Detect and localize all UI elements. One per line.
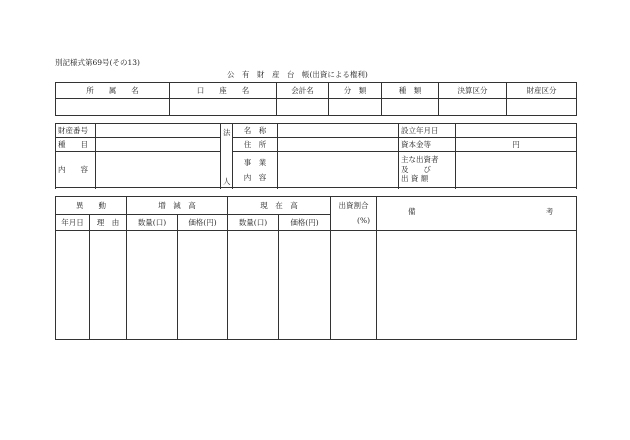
label-established: 設立年月日	[399, 124, 456, 138]
value-type	[96, 138, 221, 152]
label-name: 名 称	[233, 124, 278, 138]
page-title: 公 有 財 産 台 帳(出資による権利)	[227, 70, 368, 79]
property-info-table	[55, 123, 577, 188]
body-ratio	[331, 231, 377, 340]
col-kind: 種 類	[382, 83, 439, 99]
cell-classification	[329, 99, 382, 116]
col-classification: 分 類	[329, 83, 382, 99]
header-date: 年月日	[56, 215, 90, 231]
header-remarks: 備 考	[377, 197, 577, 231]
body-reason	[90, 231, 127, 340]
header-price-incdec: 価格(円)	[178, 215, 228, 231]
col-asset-class: 財産区分	[507, 83, 577, 99]
col-affiliation: 所 属 名	[56, 83, 170, 99]
cell-affiliation	[56, 99, 170, 116]
col-account: 口 座 名	[170, 83, 277, 99]
value-investor	[456, 152, 577, 188]
label-capital: 資本金等	[399, 138, 456, 152]
header-current: 現 在 高	[228, 197, 331, 215]
body-qty-incdec	[127, 231, 178, 340]
col-accounting: 会計名	[277, 83, 329, 99]
label-content: 内 容	[56, 152, 96, 188]
header-price-current: 価格(円)	[279, 215, 331, 231]
value-business	[278, 152, 399, 188]
label-investor: 主な出資者 及 び 出 資 額	[399, 152, 456, 188]
header-qty-current: 数量(口)	[228, 215, 279, 231]
col-settlement: 決算区分	[439, 83, 507, 99]
header-incdec: 増 減 高	[127, 197, 228, 215]
label-address: 住 所	[233, 138, 278, 152]
value-address	[278, 138, 399, 152]
juridical-label: 法 人	[221, 124, 233, 188]
ledger-header-table	[55, 82, 577, 116]
cell-account	[170, 99, 277, 116]
cell-kind	[382, 99, 439, 116]
cell-accounting	[277, 99, 329, 116]
form-id: 別記様式第69号(その13)	[55, 58, 140, 67]
label-property-number: 財産番号	[56, 124, 96, 138]
header-qty-incdec: 数量(口)	[127, 215, 178, 231]
value-name	[278, 124, 399, 138]
cell-asset-class	[507, 99, 577, 116]
cell-settlement	[439, 99, 507, 116]
body-remarks	[377, 231, 577, 340]
movement-table	[55, 196, 577, 340]
value-content	[96, 152, 221, 188]
body-price-current	[279, 231, 331, 340]
header-change: 異 動	[56, 197, 127, 215]
value-property-number	[96, 124, 221, 138]
body-date	[56, 231, 90, 340]
label-business: 事 業 内 容	[233, 152, 278, 188]
body-price-incdec	[178, 231, 228, 340]
value-established	[456, 124, 577, 138]
body-qty-current	[228, 231, 279, 340]
capital-unit: 円	[456, 138, 577, 152]
header-ratio: 出資割合 (%)	[331, 197, 377, 231]
label-type: 種 目	[56, 138, 96, 152]
header-reason: 理 由	[90, 215, 127, 231]
